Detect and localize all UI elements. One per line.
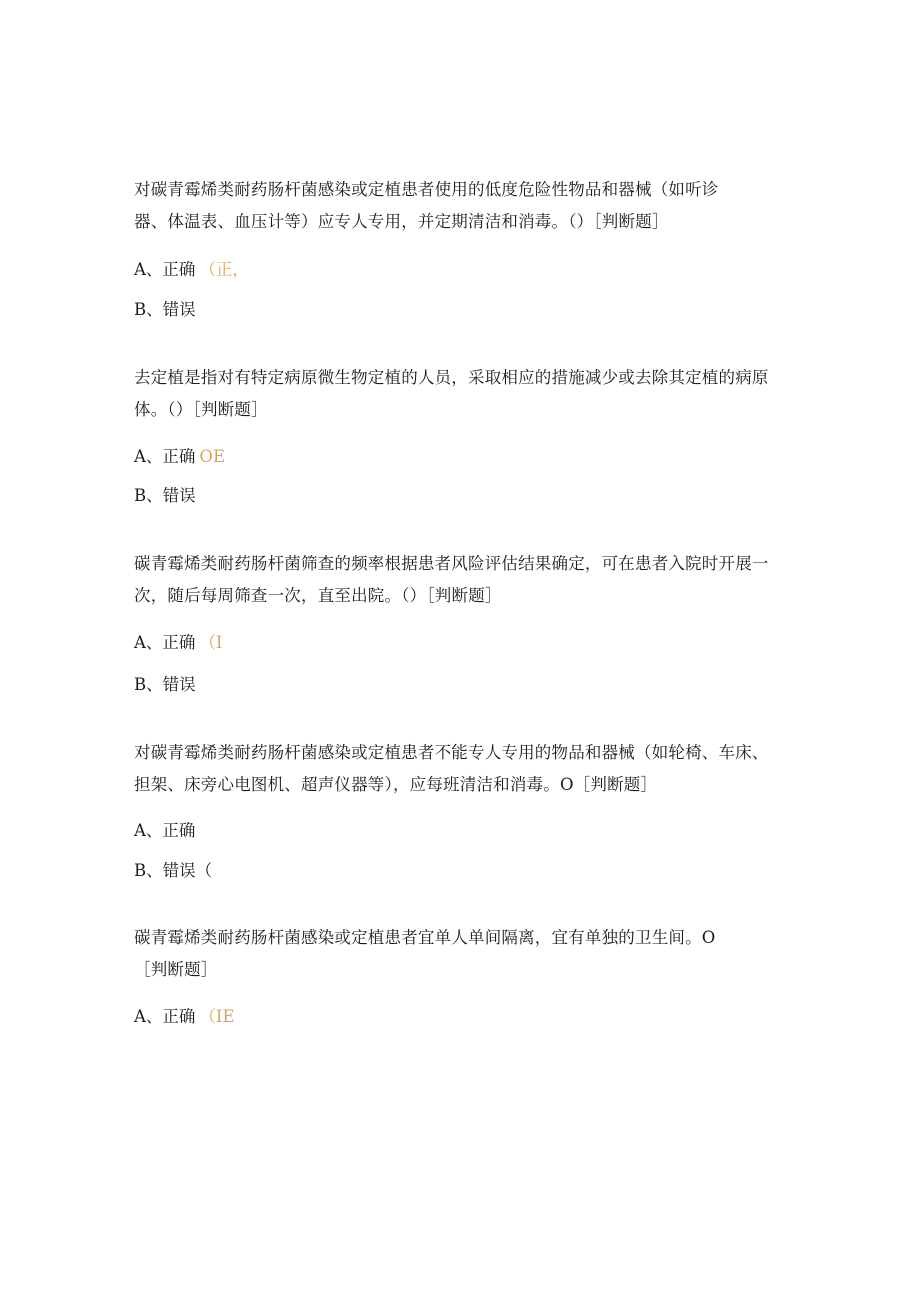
option-a-label: A、正确 — [134, 633, 196, 652]
question-4-option-a — [134, 819, 195, 843]
answer-mark: OE — [199, 447, 225, 466]
question-2-option-a — [134, 445, 225, 469]
question-1-text — [134, 174, 794, 238]
question-3-text — [134, 548, 794, 612]
question-1-line-2: 器、体温表、血压计等）应专人专用，并定期清洁和消毒。（）［判断题］ — [134, 212, 669, 231]
option-b-label: B、错误（ — [134, 861, 213, 880]
question-1-option-b — [134, 298, 196, 322]
option-a-label: A、正确 — [134, 447, 196, 466]
option-b-label: B、错误 — [134, 486, 196, 505]
question-2-line-2: 体。（）［判断题］ — [134, 400, 268, 419]
question-1-option-a — [134, 258, 249, 282]
question-2-line-1: 去定植是指对有特定病原微生物定植的人员，采取相应的措施减少或去除其定植的病原 — [134, 368, 769, 387]
question-5-line-1: 碳青霉烯类耐药肠杆菌感染或定植患者宜单人单间隔离，宜有单独的卫生间。O — [134, 928, 716, 947]
question-3-line-2: 次，随后每周筛查一次，直至出院。（）［判断题］ — [134, 586, 502, 605]
option-a-label: A、正确 — [134, 260, 196, 279]
option-a-label: A、正确 — [134, 821, 196, 840]
option-b-label: B、错误 — [134, 675, 196, 694]
question-4-line-2: 担架、床旁心电图机、超声仪器等），应每班清洁和消毒。O［判断题］ — [134, 775, 658, 794]
option-a-label: A、正确 — [134, 1007, 196, 1026]
answer-mark: （正， — [199, 260, 249, 279]
answer-mark: （IE — [199, 1007, 235, 1026]
question-1-line-1: 对碳青霉烯类耐药肠杆菌感染或定植患者使用的低度危险性物品和器械（如听诊 — [134, 180, 719, 199]
question-4-option-b — [134, 859, 212, 883]
question-4-text — [134, 737, 794, 801]
option-b-label: B、错误 — [134, 300, 196, 319]
question-2-text — [134, 362, 794, 426]
answer-mark: （I — [199, 633, 223, 652]
question-3-option-a — [134, 631, 222, 655]
question-5-text — [134, 922, 794, 986]
question-5-line-2: ［判断题］ — [134, 960, 218, 979]
question-4-line-1: 对碳青霉烯类耐药肠杆菌感染或定植患者不能专人专用的物品和器械（如轮椅、车床、 — [134, 743, 769, 762]
question-3-option-b — [134, 673, 196, 697]
question-2-option-b — [134, 484, 196, 508]
question-5-option-a — [134, 1005, 234, 1029]
question-3-line-1: 碳青霉烯类耐药肠杆菌筛查的频率根据患者风险评估结果确定，可在患者入院时开展一 — [134, 554, 769, 573]
